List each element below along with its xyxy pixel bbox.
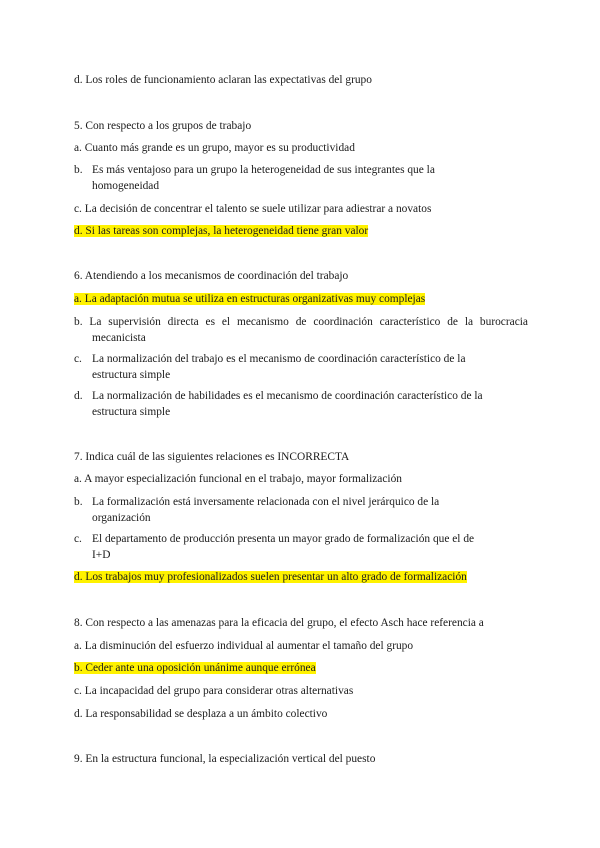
q6-option-b	[74, 314, 528, 346]
q8-option-d: d. La responsabilidad se desplaza a un ámbito colectivo	[74, 708, 328, 720]
q6-option-b-line1: b. La supervisión directa es el mecanismo de coordinación característico de la burocracia	[74, 316, 528, 328]
q8-question: 8. Con respecto a las amenazas para la eficacia del grupo, el efecto Asch hace referencia a	[74, 617, 484, 629]
q9-question: 9. En la estructura funcional, la especialización vertical del puesto	[74, 753, 376, 765]
q7-option-c	[74, 531, 528, 563]
q7-option-c-letter: c.	[74, 533, 82, 545]
q6-option-c-letter: c.	[74, 353, 82, 365]
q4-option-d: d. Los roles de funcionamiento aclaran las expectativas del grupo	[74, 74, 372, 86]
q6-option-d-letter: d.	[74, 390, 83, 402]
q6-option-c	[74, 351, 528, 383]
q7-question: 7. Indica cuál de las siguientes relaciones es INCORRECTA	[74, 451, 350, 463]
q5-option-b	[74, 162, 528, 194]
q6-option-d-line2: estructura simple	[92, 406, 171, 418]
q6-option-c-line1: La normalización del trabajo es el mecanismo de coordinación característico de la	[92, 353, 466, 365]
q7-option-b	[74, 494, 528, 526]
q5-option-b-line1: Es más ventajoso para un grupo la heterogeneidad de sus integrantes que la	[92, 164, 435, 176]
q5-option-b-line2: homogeneidad	[92, 180, 160, 192]
q6-option-c-line2: estructura simple	[92, 369, 171, 381]
q7-option-a: a. A mayor especialización funcional en el trabajo, mayor formalización	[74, 473, 402, 485]
q6-question: 6. Atendiendo a los mecanismos de coordinación del trabajo	[74, 270, 349, 282]
q8-option-a: a. La disminución del esfuerzo individual al aumentar el tamaño del grupo	[74, 640, 414, 652]
q6-option-d-line1: La normalización de habilidades es el mecanismo de coordinación característico de la	[92, 390, 483, 402]
q5-option-a: a. Cuanto más grande es un grupo, mayor es su productividad	[74, 142, 355, 154]
q7-option-d-highlighted: d. Los trabajos muy profesionalizados suelen presentar un alto grado de formalización	[74, 571, 467, 583]
q6-option-b-line2: mecanicista	[92, 332, 146, 344]
q7-option-b-letter: b.	[74, 496, 83, 508]
q5-option-c: c. La decisión de concentrar el talento se suele utilizar para adiestrar a novatos	[74, 203, 432, 215]
q8-option-b-highlighted: b. Ceder ante una oposición unánime aunque errónea	[74, 662, 316, 674]
q7-option-c-line1: El departamento de producción presenta un mayor grado de formalización que el de	[92, 533, 475, 545]
q8-option-c: c. La incapacidad del grupo para considerar otras alternativas	[74, 685, 354, 697]
q7-option-b-line1: La formalización está inversamente relacionada con el nivel jerárquico de la	[92, 496, 440, 508]
q5-question: 5. Con respecto a los grupos de trabajo	[74, 120, 252, 132]
q5-option-b-letter: b.	[74, 164, 83, 176]
q7-option-c-line2: I+D	[92, 549, 111, 561]
q7-option-b-line2: organización	[92, 512, 151, 524]
q6-option-d	[74, 388, 528, 420]
q5-option-d-highlighted: d. Si las tareas son complejas, la heterogeneidad tiene gran valor	[74, 225, 369, 237]
q6-option-a-highlighted: a. La adaptación mutua se utiliza en estructuras organizativas muy complejas	[74, 293, 426, 305]
